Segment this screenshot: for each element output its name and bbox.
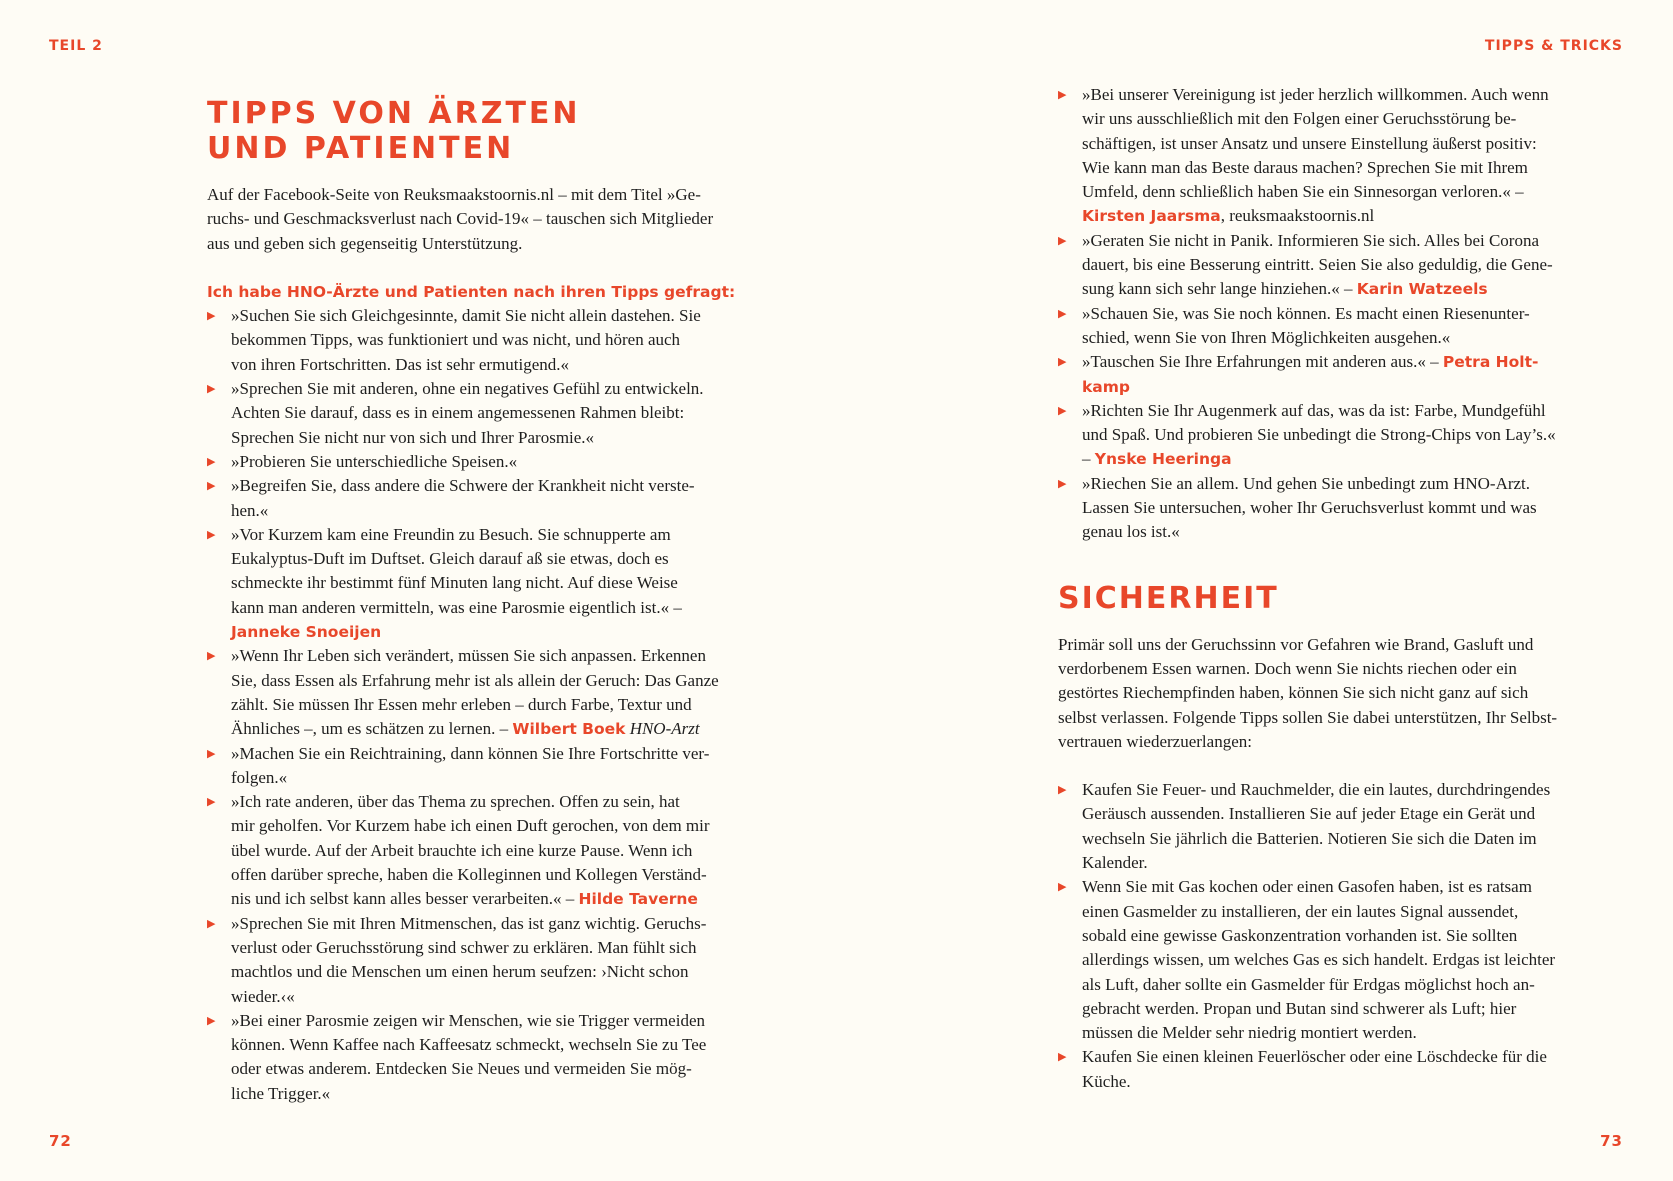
text-line: folgen.« bbox=[231, 767, 288, 787]
text-line: wieder.‹« bbox=[231, 986, 295, 1006]
text-line: gebracht werden. Propan und Butan sind schwerer als Luft; hier bbox=[1082, 998, 1517, 1018]
page-number-left: 72 bbox=[49, 1132, 72, 1150]
text-line: als Luft, daher sollte ein Gasmelder für Erdgas möglichst hoch an- bbox=[1082, 974, 1535, 994]
text-line: bekommen Tipps, was funktioniert und was nicht, und hören auch bbox=[231, 330, 681, 350]
text-line: allerdings wissen, um welches Gas es sich handelt. Erdgas ist leichter bbox=[1082, 950, 1556, 970]
text-segment: , reuksmaakstoornis.nl bbox=[1220, 206, 1375, 226]
text-line: sobald eine gewisse Gaskonzentration vorhanden ist. Sie sollten bbox=[1082, 925, 1518, 945]
text-line bbox=[1082, 447, 1598, 471]
running-head-right: TIPPS & TRICKS bbox=[1484, 38, 1623, 54]
list-item bbox=[207, 523, 747, 644]
page-number-right: 73 bbox=[1600, 1132, 1623, 1150]
list-item bbox=[1058, 472, 1598, 545]
text-line: Sprechen Sie nicht nur von sich und Ihrer Parosmie.« bbox=[231, 427, 595, 447]
triangle-right-icon: ▶ bbox=[1058, 1051, 1067, 1064]
triangle-right-icon: ▶ bbox=[1058, 477, 1067, 490]
list-item bbox=[207, 644, 747, 741]
text-line: machtlos und die Menschen um einen herum seufzen: ›Nicht schon bbox=[231, 962, 689, 982]
list-item bbox=[1058, 350, 1598, 399]
list-item bbox=[1058, 302, 1598, 351]
text-line: Wenn Sie mit Gas kochen oder einen Gasofen haben, ist es ratsam bbox=[1082, 877, 1532, 897]
text-line: können. Wenn Kaffee nach Kaffeesatz schmeckt, wechseln Sie zu Tee bbox=[231, 1035, 707, 1055]
text-line: Kalender. bbox=[1082, 853, 1148, 873]
text-line: »Richten Sie Ihr Augenmerk auf das, was da ist: Farbe, Mundgefühl bbox=[1082, 400, 1546, 420]
text-line: schäftigen, ist unser Ansatz und unsere Einstellung äußerst positiv: bbox=[1082, 133, 1537, 153]
running-head-left: TEIL 2 bbox=[49, 38, 103, 54]
subheading: Ich habe HNO-Ärzte und Patienten nach ihren Tipps gefragt: bbox=[207, 282, 736, 301]
text-line: genau los ist.« bbox=[1082, 522, 1180, 542]
author-name: Wilbert Boek bbox=[512, 720, 626, 739]
triangle-right-icon: ▶ bbox=[207, 796, 216, 809]
text-line: »Schauen Sie, was Sie noch können. Es macht einen Riesenunter- bbox=[1082, 303, 1530, 323]
title-line: UND PATIENTEN bbox=[207, 131, 515, 166]
tips-list bbox=[1058, 83, 1598, 545]
text-line: »Bei einer Parosmie zeigen wir Menschen, wie sie Trigger vermeiden bbox=[231, 1010, 705, 1030]
text-line: offen darüber spreche, haben die Kolleginnen und Kollegen Verständ- bbox=[231, 865, 707, 885]
text-line: »Machen Sie ein Reichtraining, dann können Sie Ihre Fortschritte ver- bbox=[231, 743, 710, 763]
text-line: kann man anderen vermitteln, was eine Parosmie eigentlich ist.« – bbox=[231, 597, 682, 617]
triangle-right-icon: ▶ bbox=[207, 310, 216, 323]
text-line: oder etwas anderem. Entdecken Sie Neues und vermeiden Sie mög- bbox=[231, 1059, 692, 1079]
text-line: »Suchen Sie sich Gleichgesinnte, damit Sie nicht allein dastehen. Sie bbox=[231, 306, 701, 326]
text-line: Kaufen Sie einen kleinen Feuerlöscher oder eine Löschdecke für die bbox=[1082, 1047, 1547, 1067]
list-item bbox=[207, 474, 747, 523]
triangle-right-icon: ▶ bbox=[1058, 89, 1067, 101]
triangle-right-icon: ▶ bbox=[1058, 307, 1067, 320]
list-item bbox=[207, 790, 747, 911]
text-line: Sie, dass Essen als Erfahrung mehr ist als allein der Geruch: Das Ganze bbox=[231, 670, 719, 690]
text-line: Umfeld, denn schließlich haben Sie ein Sinnesorgan verloren.« – bbox=[1082, 182, 1524, 202]
text-line: verdorbenem Essen warnen. Doch wenn Sie nichts riechen oder ein bbox=[1058, 658, 1517, 678]
text-segment: Ähnliches –, um es schätzen zu lernen. – bbox=[231, 719, 513, 739]
text-line: verlust oder Geruchsstörung sind schwer zu erklären. Man fühlt sich bbox=[231, 937, 697, 957]
text-line: »Vor Kurzem kam eine Freundin zu Besuch. Sie schnupperte am bbox=[231, 524, 671, 544]
text-line: »Begreifen Sie, dass andere die Schwere der Krankheit nicht verste- bbox=[231, 476, 695, 496]
list-item bbox=[1058, 778, 1598, 875]
text-line: »Probieren Sie unterschiedliche Speisen.« bbox=[231, 451, 518, 471]
text-segment: nis und ich selbst kann alles besser verarbeiten.« – bbox=[231, 889, 579, 909]
triangle-right-icon: ▶ bbox=[207, 1014, 216, 1027]
intro-paragraph bbox=[207, 183, 747, 256]
triangle-right-icon: ▶ bbox=[207, 528, 216, 541]
text-line: zählt. Sie müssen Ihr Essen mehr erleben – durch Farbe, Textur und bbox=[231, 694, 692, 714]
text-line bbox=[231, 620, 747, 644]
safety-list bbox=[1058, 778, 1598, 1094]
list-item bbox=[1058, 1045, 1598, 1094]
triangle-right-icon: ▶ bbox=[1058, 234, 1067, 247]
section-title: SICHERHEIT bbox=[1058, 580, 1279, 616]
text-line: »Riechen Sie an allem. Und gehen Sie unbedingt zum HNO-Arzt. bbox=[1082, 473, 1531, 493]
author-name: Janneke Snoeijen bbox=[231, 623, 382, 642]
text-line: »Sprechen Sie mit Ihren Mitmenschen, das ist ganz wichtig. Geruchs- bbox=[231, 913, 707, 933]
text-line: schied, wenn Sie von Ihren Möglichkeiten ausgehen.« bbox=[1082, 327, 1451, 347]
triangle-right-icon: ▶ bbox=[207, 917, 216, 930]
list-item bbox=[1058, 875, 1598, 1045]
text-line: hen.« bbox=[231, 500, 269, 520]
text-line: Geräusch aussenden. Installieren Sie auf jeder Etage ein Gerät und bbox=[1082, 804, 1536, 824]
tips-list bbox=[207, 304, 747, 1106]
list-item bbox=[207, 304, 747, 377]
text-line: aus und geben sich gegenseitig Unterstützung. bbox=[207, 233, 523, 253]
triangle-right-icon: ▶ bbox=[1058, 881, 1067, 894]
text-line: vertrauen wiederzuerlangen: bbox=[1058, 731, 1252, 751]
triangle-right-icon: ▶ bbox=[207, 383, 216, 396]
text-line: Eukalyptus-Duft im Duftset. Gleich darauf aß sie etwas, doch es bbox=[231, 549, 669, 569]
text-line: »Ich rate anderen, über das Thema zu sprechen. Offen zu sein, hat bbox=[231, 792, 680, 812]
author-name: Kirsten Jaarsma bbox=[1082, 207, 1221, 226]
author-role: HNO-Arzt bbox=[629, 719, 700, 739]
list-item bbox=[207, 912, 747, 1009]
text-line bbox=[231, 717, 747, 741]
triangle-right-icon: ▶ bbox=[1058, 404, 1067, 417]
left-column bbox=[207, 96, 747, 1106]
text-line: mir geholfen. Vor Kurzem habe ich einen Duft gerochen, von dem mir bbox=[231, 816, 710, 836]
text-segment: – bbox=[1082, 449, 1095, 469]
list-item bbox=[207, 1009, 747, 1106]
text-line: liche Trigger.« bbox=[231, 1083, 331, 1103]
text-line: Kaufen Sie Feuer- und Rauchmelder, die ein lautes, durchdringendes bbox=[1082, 780, 1551, 800]
text-line: gestörtes Riechempfinden haben, können Sie sich nicht ganz auf sich bbox=[1058, 683, 1529, 703]
author-name: Ynske Heeringa bbox=[1094, 450, 1232, 469]
text-line: einen Gasmelder zu installieren, der ein lautes Signal aussendet, bbox=[1082, 901, 1519, 921]
text-line: »Wenn Ihr Leben sich verändert, müssen Sie sich anpassen. Erkennen bbox=[231, 646, 706, 666]
text-line: Auf der Facebook-Seite von Reuksmaakstoornis.nl – mit dem Titel »Ge- bbox=[207, 185, 701, 204]
text-line: Lassen Sie untersuchen, woher Ihr Geruchsverlust kommt und was bbox=[1082, 498, 1537, 518]
title-line: TIPPS VON ÄRZTEN bbox=[207, 96, 581, 131]
text-line: wechseln Sie jährlich die Batterien. Notieren Sie sich die Daten im bbox=[1082, 828, 1537, 848]
text-line: ruchs- und Geschmacksverlust nach Covid-19« – tauschen sich Mitglieder bbox=[207, 209, 714, 229]
text-line bbox=[1082, 204, 1598, 228]
text-line bbox=[1082, 350, 1598, 374]
triangle-right-icon: ▶ bbox=[207, 650, 216, 663]
page-title bbox=[207, 96, 747, 166]
text-line: »Bei unserer Vereinigung ist jeder herzlich willkommen. Auch wenn bbox=[1082, 85, 1549, 104]
text-line: Achten Sie darauf, dass es in einem angemessenen Rahmen bleibt: bbox=[231, 403, 685, 423]
list-item bbox=[207, 742, 747, 791]
author-name: kamp bbox=[1082, 377, 1131, 396]
text-line: Wie kann man das Beste daraus machen? Sprechen Sie mit Ihrem bbox=[1082, 157, 1528, 177]
list-item bbox=[1058, 399, 1598, 472]
text-line: Küche. bbox=[1082, 1071, 1131, 1091]
text-line: von ihren Fortschritten. Das ist sehr ermutigend.« bbox=[231, 354, 570, 374]
list-item bbox=[1058, 229, 1598, 302]
text-line bbox=[1082, 277, 1598, 301]
text-line: Primär soll uns der Geruchssinn vor Gefahren wie Brand, Gasluft und bbox=[1058, 634, 1534, 654]
list-item bbox=[207, 450, 747, 474]
text-line: müssen die Melder sehr niedrig montiert werden. bbox=[1082, 1023, 1417, 1043]
triangle-right-icon: ▶ bbox=[207, 480, 216, 493]
text-segment: »Tauschen Sie Ihre Erfahrungen mit anderen aus.« – bbox=[1082, 352, 1443, 372]
triangle-right-icon: ▶ bbox=[1058, 784, 1067, 797]
text-line: übel wurde. Auf der Arbeit brauchte ich eine kurze Pause. Wenn ich bbox=[231, 840, 693, 860]
text-line: und Spaß. Und probieren Sie unbedingt die Strong-Chips von Lay’s.« bbox=[1082, 425, 1556, 445]
section-intro bbox=[1058, 633, 1598, 754]
author-name: Petra Holt- bbox=[1442, 353, 1539, 372]
author-name: Karin Watzeels bbox=[1356, 280, 1488, 299]
triangle-right-icon: ▶ bbox=[207, 455, 216, 468]
right-column bbox=[1058, 83, 1598, 1094]
text-line: dauert, bis eine Besserung eintritt. Seien Sie also geduldig, die Gene- bbox=[1082, 255, 1553, 275]
text-line: schmeckte ihr bestimmt fünf Minuten lang nicht. Auf diese Weise bbox=[231, 573, 678, 593]
text-line: »Sprechen Sie mit anderen, ohne ein negatives Gefühl zu entwickeln. bbox=[231, 379, 704, 399]
text-segment: sung kann sich sehr lange hinziehen.« – bbox=[1082, 279, 1357, 299]
text-line bbox=[1082, 375, 1598, 399]
text-line: »Geraten Sie nicht in Panik. Informieren Sie sich. Alles bei Corona bbox=[1082, 230, 1540, 250]
triangle-right-icon: ▶ bbox=[1058, 356, 1067, 369]
text-line: selbst verlassen. Folgende Tipps sollen Sie dabei unterstützen, Ihr Selbst- bbox=[1058, 707, 1558, 727]
author-name: Hilde Taverne bbox=[578, 890, 698, 909]
list-item bbox=[207, 377, 747, 450]
list-item bbox=[1058, 83, 1598, 229]
text-line: wir uns ausschließlich mit den Folgen einer Geruchsstörung be- bbox=[1082, 109, 1517, 129]
text-line bbox=[231, 887, 747, 911]
triangle-right-icon: ▶ bbox=[207, 747, 216, 760]
